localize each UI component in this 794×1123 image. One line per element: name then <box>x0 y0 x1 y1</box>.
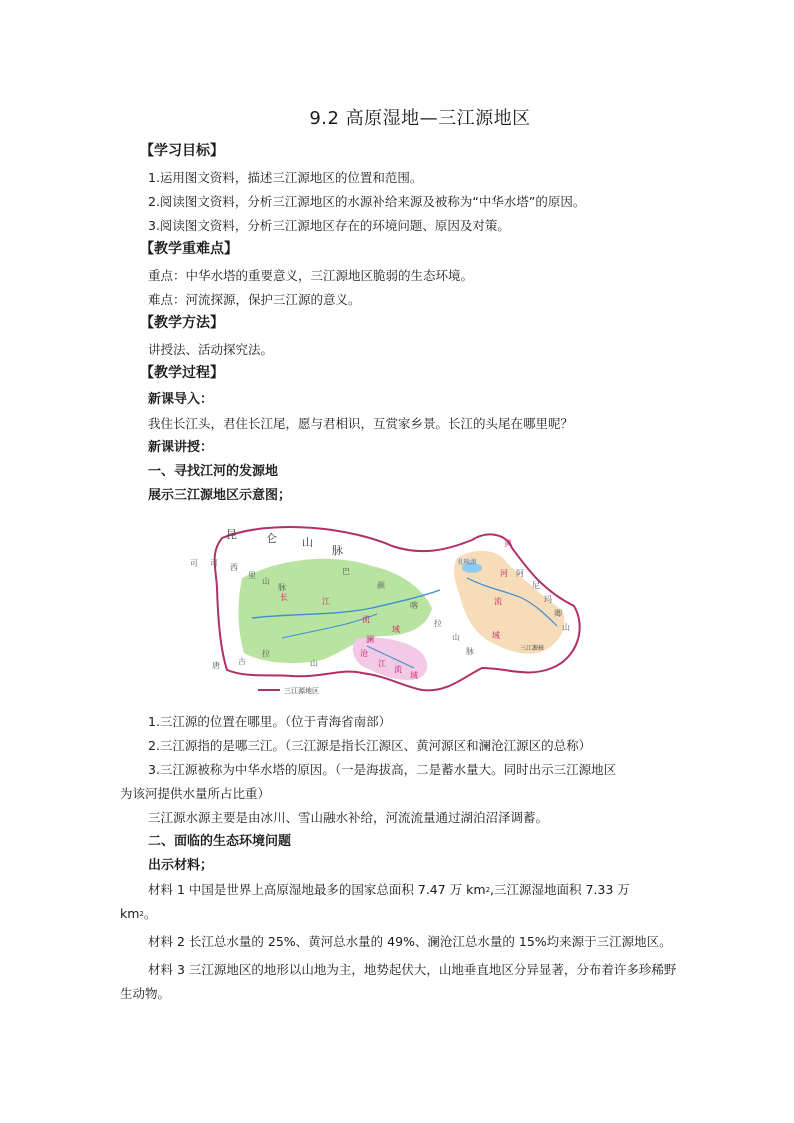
label-tanggula-1: 唐 <box>212 661 220 670</box>
label-bayan-4: 拉 <box>434 619 442 628</box>
difficult-point: 难点：河流探源，保护三江源的意义。 <box>148 292 361 307</box>
material-3: 材料 3 三江源地区的地形以山地为主，地势起伏大，山地垂直地区分异显著，分布着许多珍稀野生动物。 <box>120 962 677 1001</box>
material-1-c: km <box>120 906 140 921</box>
label-tanggula-4: 山 <box>310 659 318 668</box>
methods-heading: 【教学方法】 <box>140 315 224 331</box>
label-hh-1: 黄 <box>504 539 512 548</box>
label-keke-2: 可 <box>210 559 218 568</box>
label-zaling: 扎陵湖 <box>458 559 477 566</box>
label-tanggula-2: 古 <box>238 657 246 666</box>
intro-text: 我住长江头，君住长江尾，愿与君相识，互赏家乡景。长江的头尾在哪里呢？ <box>148 416 574 431</box>
intro-label: 新课导入： <box>148 392 214 407</box>
material-2: 材料 2 长江总水量的 25%、黄河总水量的 49%、澜沧江总水量的 15%均来源于三江源地区。 <box>148 934 672 949</box>
sanjiangyuan-map <box>182 518 592 698</box>
label-bayan-3: 喀 <box>410 601 418 610</box>
label-keke-5: 山 <box>262 577 270 586</box>
water-source-text: 三江源水源主要是由冰川、雪山融水补给，河流流量通过湖泊沼泽调蓄。 <box>148 810 549 825</box>
question-3-cont: 为该河提供水量所占比重） <box>120 786 271 801</box>
label-kunlun-3: 山 <box>302 536 313 549</box>
material-1-d: 。 <box>143 906 157 921</box>
label-hh-2: 河 <box>500 569 508 578</box>
question-3: 3.三江源被称为中华水塔的原因。（一是海拔高，二是蓄水量大。同时出示三江源地区 <box>148 762 617 777</box>
page-title: 9.2 高原湿地—三江源地区 <box>309 108 531 129</box>
material-1-cont <box>120 902 680 926</box>
label-cj-3: 流 <box>362 615 370 624</box>
label-cj-1: 长 <box>280 593 288 602</box>
label-keke-1: 可 <box>190 559 198 568</box>
label-lc-2: 沧 <box>360 649 368 658</box>
map-svg <box>182 518 592 698</box>
label-anm-1: 阿 <box>516 569 524 578</box>
label-kunlun-2: 仑 <box>266 532 277 545</box>
objective-3: 3.阅读图文资料，分析三江源地区存在的环境问题、原因及对策。 <box>148 218 510 233</box>
material-1 <box>120 878 680 902</box>
label-hh-4: 域 <box>492 631 500 640</box>
lecture-label: 新课讲授： <box>148 440 214 455</box>
label-keke-4: 里 <box>248 571 256 580</box>
show-material-label: 出示材料； <box>148 858 214 873</box>
label-anm-3: 玛 <box>544 595 552 604</box>
label-cj-4: 域 <box>392 625 400 634</box>
label-cj-2: 江 <box>322 597 330 606</box>
document-page <box>120 100 680 1010</box>
label-bayan-5: 山 <box>452 633 460 642</box>
legend-label: 三江源地区 <box>284 687 319 695</box>
label-keke-3: 西 <box>230 563 238 572</box>
label-lc-4: 流 <box>394 665 402 674</box>
show-map-label: 展示三江源地区示意图； <box>148 488 292 503</box>
question-1: 1.三江源的位置在哪里。（位于青海省南部） <box>148 714 392 729</box>
process-heading: 【教学过程】 <box>140 365 224 381</box>
label-keke-6: 脉 <box>278 583 286 592</box>
part1-heading: 一、寻找江河的发源地 <box>148 464 279 479</box>
label-anm-5: 山 <box>562 623 570 632</box>
label-bayan-2: 颜 <box>377 581 385 590</box>
keypoints-heading: 【教学重难点】 <box>140 241 238 257</box>
important-point: 重点：中华水塔的重要意义，三江源地区脆弱的生态环境。 <box>148 268 474 283</box>
label-anm-2: 尼 <box>532 581 540 590</box>
objective-1: 1.运用图文资料，描述三江源地区的位置和范围。 <box>148 170 423 185</box>
material-1-b: ,三江源湿地面积 7.33 万 <box>490 882 630 897</box>
part2-heading: 二、面临的生态环境问题 <box>148 834 292 849</box>
label-lc-3: 江 <box>378 659 386 668</box>
label-hh-3: 流 <box>494 597 502 606</box>
label-bayan-1: 巴 <box>342 567 350 576</box>
question-2: 2.三江源指的是哪三江。（三江源是指长江源区、黄河源区和澜沧江源区的总称） <box>148 738 592 753</box>
label-lc-5: 域 <box>410 671 418 680</box>
label-tanggula-3: 拉 <box>262 649 270 658</box>
material-1-a: 材料 1 中国是世界上高原湿地最多的国家总面积 7.47 万 km <box>148 882 486 897</box>
material-1-sup-1: 2 <box>485 886 491 894</box>
label-kunlun-4: 脉 <box>332 544 343 557</box>
label-bayan-6: 脉 <box>466 647 474 656</box>
label-kunlun-1: 昆 <box>226 528 237 541</box>
label-anm-4: 卿 <box>554 609 562 618</box>
objectives-heading: 【学习目标】 <box>140 143 224 159</box>
methods-text: 讲授法、活动探究法。 <box>148 342 274 357</box>
objective-2: 2.阅读图文资料，分析三江源地区的水源补给来源及被称为“中华水塔”的原因。 <box>148 194 586 209</box>
label-lc-1: 澜 <box>366 635 374 644</box>
label-sjy-lake: 三江源核 <box>520 645 545 652</box>
material-1-sup-2: 2 <box>139 910 144 918</box>
